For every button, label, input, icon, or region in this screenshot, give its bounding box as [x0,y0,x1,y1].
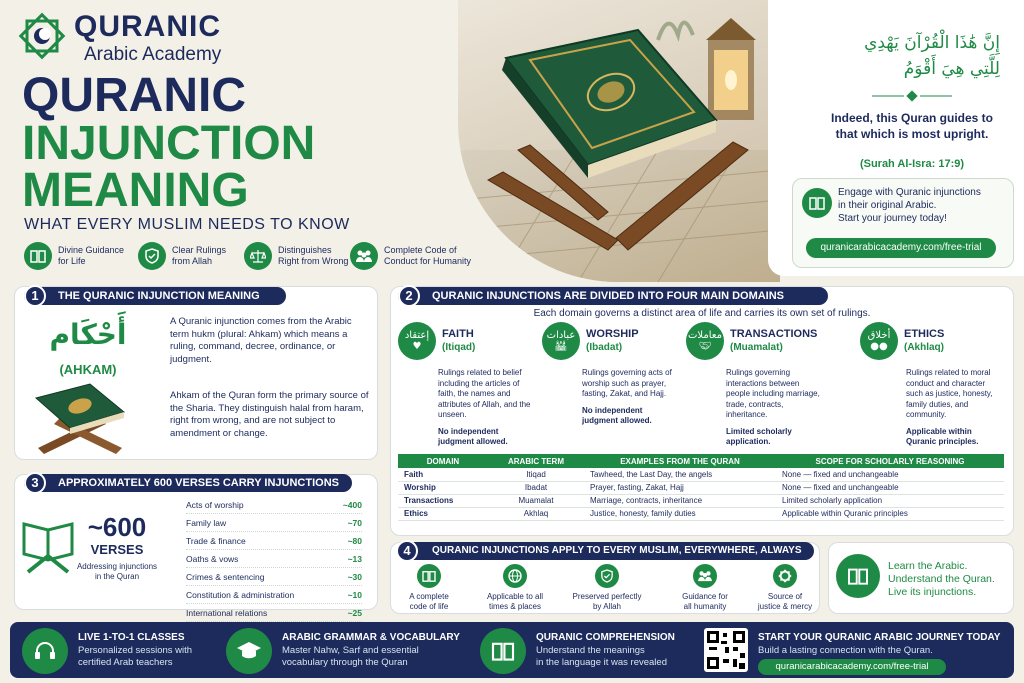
note-line: in the Quran [94,572,140,581]
domain-description: Rulings related to moral conduct and character such as justice, honesty, family duties, and community. [906,368,993,419]
feature-label: Right from Wrong [278,256,349,266]
item-value: ~13 [347,553,362,564]
table-cell: Tawheed, the Last Day, the angels [584,468,776,481]
apply-label: times & places [488,602,542,611]
domain-description: Rulings related to belief including the articles of faith, the names and attributes of Allah, and the unseen. [438,368,531,419]
apply-label: by Allah [592,602,622,611]
free-trial-line: Engage with Quranic injunctions [838,187,981,198]
footer-title: LIVE 1-TO-1 CLASSES [78,632,185,643]
verse-count: ~600 [87,512,147,542]
domain-subtitle: (Muamalat) [730,342,783,353]
footer-title: QURANIC COMPREHENSION [536,632,675,643]
verse-category-list [186,496,362,622]
free-trial-line: in their original Arabic. [838,200,937,211]
page-title-line2: INJUNCTION [22,117,316,170]
academy-logo[interactable] [16,10,68,62]
apply-label: Applicable to all [486,592,544,601]
feature-label: Clear Rulings [172,245,227,255]
table-header: EXAMPLES FROM THE QURAN [584,454,776,468]
open-quran-icon [22,518,74,576]
apply-label: justice & mercy [757,602,813,611]
item-label: Trade & finance [186,535,246,546]
free-trial-line: Start your journey today! [838,213,947,224]
domain-description: Rulings governing interactions between people including marriage, trade, contracts, inheritance. [726,368,820,419]
verse-count-label: VERSES [90,542,144,557]
verse-translation: Indeed, this Quran guides to that which is most upright. [830,111,993,141]
table-row [398,494,1004,507]
domain-note: Limited scholarly application. [726,426,792,446]
section-1-paragraph-1: A Quranic injunction comes from the Arabic term hukm (plural: Ahkam) which means a ruling, command, decree, ordinance, or judgment. [170,316,352,365]
item-value: ~70 [347,517,362,528]
free-trial-link[interactable]: quranicarabicacademy.com/free-trial [806,238,996,258]
item-label: Constitution & administration [186,589,295,600]
apply-item-preserved [568,564,646,612]
verse-arabic [820,30,1000,82]
book-icon [802,188,832,218]
people-icon [350,242,378,270]
section-2-number: 2 [398,285,420,307]
table-cell: Prayer, fasting, Zakat, Hajj [584,481,776,494]
apply-item-all-times [476,564,554,612]
table-cell: Marriage, contracts, inheritance [584,494,776,507]
section-1-number: 1 [24,285,46,307]
domain-ethics [860,322,1010,450]
feature-right-wrong [244,242,348,270]
handshake-icon: معاملات 🤝︎ [686,322,724,360]
feature-label: from Allah [172,256,213,266]
footer-line: vocabulary through the Quran [282,657,408,668]
verse-arabic-line1: إِنَّ هَٰذَا الْقُرْآنَ يَهْدِي [864,33,1000,53]
table-cell: None — fixed and unchangeable [776,481,1004,494]
verse-count-note [70,562,164,582]
list-item [186,568,362,586]
apply-item-justice [746,564,824,612]
footer-title: ARABIC GRAMMAR & VOCABULARY [282,632,460,643]
apply-item-code-of-life [390,564,468,612]
domain-note: No independent judgment allowed. [582,405,652,425]
domain-name: WORSHIP [586,328,639,340]
feature-label: Divine Guidance [58,245,125,255]
item-value: ~10 [347,589,362,600]
domain-table [398,454,1004,521]
table-header-row [398,454,1004,468]
section-4-header: QURANIC INJUNCTIONS APPLY TO EVERY MUSLIM, EVERYWHERE, ALWAYS [398,542,814,560]
feature-complete-code [350,242,471,270]
domain-description: Rulings governing acts of worship such as prayer, fasting, Zakat, and Hajj. [582,368,672,398]
table-cell: Ethics [398,507,488,520]
list-item [186,514,362,532]
domain-subtitle: (Itiqad) [442,342,476,353]
table-cell: Limited scholarly application [776,494,1004,507]
ahkam-arabic: أَحْكَام [49,318,127,351]
table-row [398,481,1004,494]
footer-line: Understand the meanings [536,645,645,656]
table-cell: Muamalat [488,494,584,507]
item-value: ~25 [347,607,362,618]
page-title-line1: QURANIC [22,69,246,122]
feature-label: Conduct for Humanity [384,256,472,266]
domain-worship [542,322,680,450]
table-cell: None — fixed and unchangeable [776,468,1004,481]
apply-item-humanity [666,564,744,612]
globe-icon [503,564,527,588]
book-icon [417,564,441,588]
section-1-paragraph-2: Ahkam of the Quran form the primary source of the Sharia. They distinguish halal from haram, right from wrong, and are not subject to amendment or change. [170,390,369,439]
feature-clear-rulings [138,242,226,270]
domain-note: No independent judgment allowed. [438,426,508,446]
quran-hero-image [458,0,780,282]
domain-subtitle: (Ibadat) [586,342,623,353]
brand-subtitle: Arabic Academy [84,44,222,65]
learn-line: Live its injunctions. [888,586,977,598]
item-value: ~80 [347,535,362,546]
table-row [398,507,1004,520]
table-header: DOMAIN [398,454,488,468]
section-2-intro: Each domain governs a distinct area of life and carries its own set of rulings. [533,308,871,319]
headset-icon [22,628,68,674]
table-cell: Faith [398,468,488,481]
graduation-cap-icon [226,628,272,674]
ornament-divider [872,90,952,102]
verse-reference: (Surah Al-Isra: 17:9) [859,158,965,170]
apply-label: A complete [409,592,449,601]
feature-divine-guidance [24,242,124,270]
domain-arabic: معاملات [688,330,722,341]
list-item [186,604,362,622]
footer-subtitle [536,645,667,669]
free-trial-text [838,186,1008,225]
note-line: Addressing injunctions [76,562,158,571]
ahkam-latin: (AHKAM) [59,362,117,377]
people-icon [693,564,717,588]
item-label: Crimes & sentencing [186,571,265,582]
item-label: International relations [186,607,268,618]
footer-title: START YOUR QURANIC ARABIC JOURNEY TODAY [758,632,1001,643]
footer-trial-link[interactable]: quranicarabicacademy.com/free-trial [758,659,946,675]
page-title-line3: MEANING [22,164,249,217]
star-icon [773,564,797,588]
table-cell: Itiqad [488,468,584,481]
footer-line: certified Arab teachers [78,657,173,668]
domain-note: Applicable within Quranic principles. [906,426,979,446]
faith-heart-icon: إعتقاد ♥ [398,322,436,360]
table-cell: Ibadat [488,481,584,494]
learn-line: Understand the Quran. [888,573,995,585]
table-cell: Applicable within Quranic principles [776,507,1004,520]
shield-check-icon [595,564,619,588]
learn-text [888,560,995,599]
list-item [186,532,362,550]
scales-icon [244,242,272,270]
table-header: SCOPE FOR SCHOLARLY REASONING [776,454,1004,468]
domain-arabic: إعتقاد [404,330,430,341]
footer-subtitle [282,645,419,669]
domain-arabic: عبادات [546,330,576,341]
domain-name: TRANSACTIONS [730,328,818,340]
quran-on-stand-icon [30,378,130,454]
item-value: ~400 [342,499,362,510]
section-2-header: QURANIC INJUNCTIONS ARE DIVIDED INTO FOUR MAIN DOMAINS [398,287,828,305]
feature-label: for Life [58,256,86,266]
footer-line: Master Nahw, Sarf and essential [282,645,419,656]
domain-transactions [686,322,844,450]
item-value: ~30 [347,571,362,582]
footer-line: Personalized sessions with [78,645,193,656]
mosque-icon: عبادات 🕌︎ [542,322,580,360]
section-3-number: 3 [24,472,46,494]
verse-arabic-line2: لِلَّتِي هِيَ أَقْوَمُ [903,59,1000,79]
feature-label: Complete Code of [384,245,457,255]
book-icon [480,628,526,674]
section-4-number: 4 [396,540,418,562]
book-icon [24,242,52,270]
book-icon [836,554,880,598]
footer-line: in the language it was revealed [536,657,667,668]
table-row [398,468,1004,481]
apply-label: Preserved perfectly [572,592,642,601]
list-item [186,496,362,514]
list-item [186,550,362,568]
table-header: ARABIC TERM [488,454,584,468]
table-cell: Akhlaq [488,507,584,520]
learn-line: Learn the Arabic. [888,560,968,572]
brand-name: QURANIC [74,10,221,43]
section-1-header: THE QURANIC INJUNCTION MEANING [24,287,286,305]
list-item [186,586,362,604]
table-cell: Justice, honesty, family duties [584,507,776,520]
apply-label: all humanity [683,602,727,611]
apply-label: code of life [409,602,449,611]
domain-arabic: أخلاق [867,330,891,341]
shield-check-icon [138,242,166,270]
table-cell: Worship [398,481,488,494]
domain-faith [398,322,536,450]
people-icon: أخلاق ●● [860,322,898,360]
apply-label: Guidance for [682,592,728,601]
domain-name: ETHICS [904,328,945,340]
feature-label: Distinguishes [278,245,332,255]
apply-label: Source of [767,592,803,601]
footer-subtitle: Build a lasting connection with the Quran. [758,645,933,656]
item-label: Family law [186,517,227,528]
domain-subtitle: (Akhlaq) [904,342,944,353]
qr-code[interactable] [704,628,748,672]
item-label: Oaths & vows [186,553,239,564]
footer-subtitle [78,645,192,669]
domain-name: FAITH [442,328,474,340]
table-cell: Transactions [398,494,488,507]
item-label: Acts of worship [186,499,244,510]
page-subtitle: WHAT EVERY MUSLIM NEEDS TO KNOW [24,216,350,233]
section-3-header: APPROXIMATELY 600 VERSES CARRY INJUNCTIONS [24,474,352,492]
